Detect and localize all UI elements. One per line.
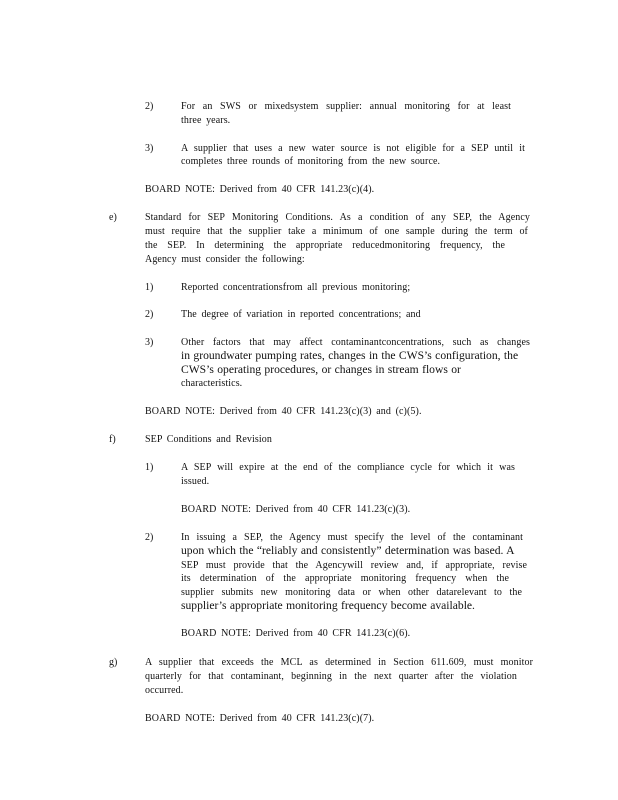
list-number: 1) — [145, 282, 154, 293]
body-text-line: Agency must consider the following: — [145, 254, 305, 265]
section-marker: f) — [109, 434, 116, 445]
body-text-line: completes three rounds of monitoring from the new source. — [181, 156, 441, 167]
section-marker: e) — [109, 212, 117, 223]
body-text-line: three years. — [181, 115, 231, 126]
body-text-line: For an SWS or mixedsystem supplier: annual monitoring for at least — [181, 101, 511, 112]
body-text-line: In issuing a SEP, the Agency must specify the level of the contaminant — [181, 532, 523, 543]
body-text-line: A SEP will expire at the end of the compliance cycle for which it was — [181, 462, 515, 473]
body-text-line: supplier submits new monitoring data or when other datarelevant to the — [181, 587, 522, 598]
body-text-line: A supplier that exceeds the MCL as determined in Section 611.609, must monitor — [145, 657, 533, 668]
board-note: BOARD NOTE: Derived from 40 CFR 141.23(c)(3). — [181, 504, 411, 515]
body-text-line: characteristics. — [181, 378, 243, 389]
body-text-line: occurred. — [145, 685, 184, 696]
list-number: 1) — [145, 462, 154, 473]
body-text-line: The degree of variation in reported concentrations; and — [181, 309, 421, 320]
body-text-line: the SEP. In determining the appropriate reducedmonitoring frequency, the — [145, 240, 505, 251]
body-text-line: supplier’s appropriate monitoring frequency become available. — [181, 599, 475, 612]
board-note: BOARD NOTE: Derived from 40 CFR 141.23(c)(4). — [145, 184, 375, 195]
body-text-line: Standard for SEP Monitoring Conditions. As a condition of any SEP, the Agency — [145, 212, 530, 223]
board-note: BOARD NOTE: Derived from 40 CFR 141.23(c)(6). — [181, 628, 411, 639]
body-text-line: quarterly for that contaminant, beginning in the next quarter after the violation — [145, 671, 517, 682]
list-number: 3) — [145, 143, 154, 154]
list-number: 2) — [145, 532, 154, 543]
board-note: BOARD NOTE: Derived from 40 CFR 141.23(c)(7). — [145, 713, 375, 724]
body-text-line: Other factors that may affect contaminantconcentrations, such as changes — [181, 337, 530, 348]
section-title: SEP Conditions and Revision — [145, 434, 272, 445]
list-number: 2) — [145, 101, 154, 112]
board-note: BOARD NOTE: Derived from 40 CFR 141.23(c)(3) and (c)(5). — [145, 406, 422, 417]
body-text-line: SEP must provide that the Agencywill review and, if appropriate, revise — [181, 560, 527, 571]
body-text-line: in groundwater pumping rates, changes in the CWS’s configuration, the — [181, 349, 519, 362]
body-text-line: CWS’s operating procedures, or changes in stream flows or — [181, 363, 461, 376]
body-text-line: upon which the “reliably and consistently” determination was based. A — [181, 544, 515, 557]
list-number: 2) — [145, 309, 154, 320]
list-number: 3) — [145, 337, 154, 348]
body-text-line: Reported concentrationsfrom all previous monitoring; — [181, 282, 411, 293]
section-marker: g) — [109, 657, 118, 668]
body-text-line: issued. — [181, 476, 210, 487]
body-text-line: its determination of the appropriate monitoring frequency when the — [181, 573, 509, 584]
body-text-line: A supplier that uses a new water source is not eligible for a SEP until it — [181, 143, 525, 154]
body-text-line: must require that the supplier take a minimum of one sample during the term of — [145, 226, 528, 237]
